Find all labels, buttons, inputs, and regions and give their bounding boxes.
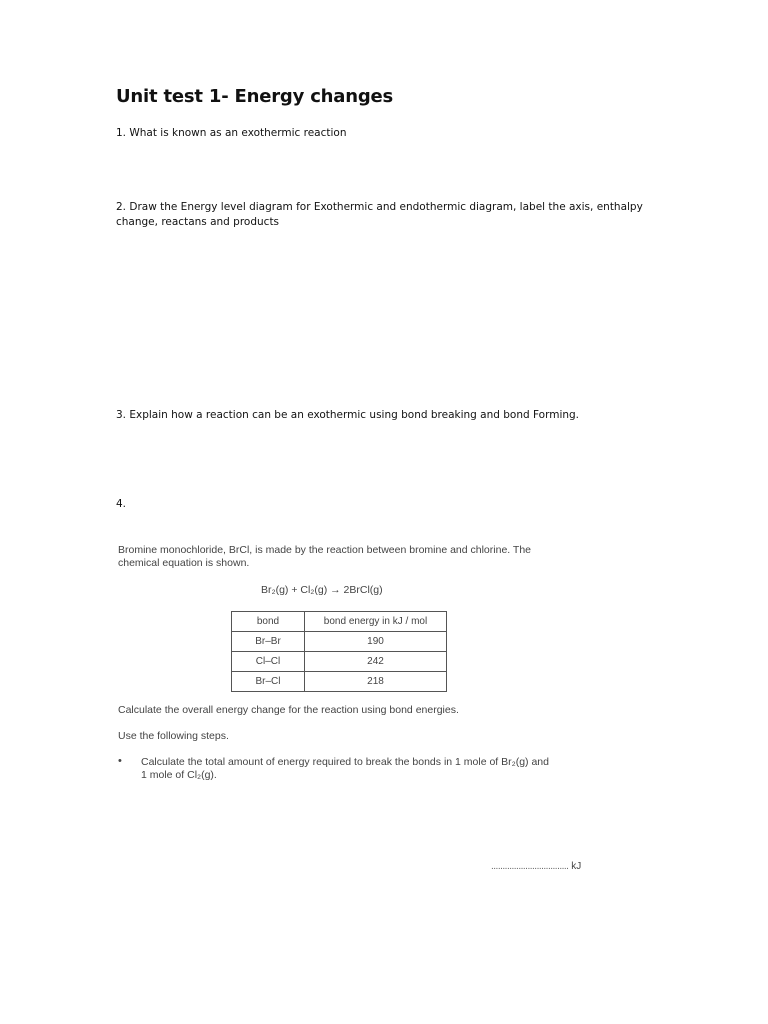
table-cell-bond: Cl–Cl [232, 652, 305, 672]
table-cell-energy: 242 [305, 652, 447, 672]
intro-line-1: Bromine monochloride, BrCl, is made by the reaction between bromine and chlorine. The [118, 544, 532, 556]
bullet-step-text [141, 756, 621, 782]
question-3: 3. Explain how a reaction can be an exothermic using bond breaking and bond Forming. [116, 409, 580, 421]
answer-unit: kJ [571, 861, 582, 872]
table-header-energy: bond energy in kJ / mol [305, 612, 447, 632]
question-1: 1. What is known as an exothermic reaction [116, 127, 347, 139]
table-cell-bond: Br–Br [232, 632, 305, 652]
table-header-row [232, 612, 447, 632]
table-cell-energy: 190 [305, 632, 447, 652]
intro-line-2: chemical equation is shown. [118, 557, 250, 569]
question-4-intro [118, 544, 618, 570]
chemical-equation: Br₂(g) + Cl₂(g) → 2BrCl(g) [261, 584, 383, 596]
calculate-instruction: Calculate the overall energy change for the reaction using bond energies. [118, 704, 459, 716]
table-row [232, 672, 447, 692]
answer-dots: .................................. [491, 861, 569, 872]
table-row [232, 652, 447, 672]
table-header-bond: bond [232, 612, 305, 632]
question-2: 2. Draw the Energy level diagram for Exothermic and endothermic diagram, label the axis, enthalpy change, reactans and products [116, 201, 643, 228]
table-row [232, 632, 447, 652]
bond-energy-table [231, 611, 447, 692]
table-cell-energy: 218 [305, 672, 447, 692]
bullet-point: • [118, 755, 122, 767]
question-4-number: 4. [116, 498, 127, 510]
bullet-line-2: 1 mole of Cl₂(g). [141, 769, 217, 781]
steps-instruction: Use the following steps. [118, 730, 229, 742]
answer-line [491, 860, 581, 873]
table-cell-bond: Br–Cl [232, 672, 305, 692]
page-title: Unit test 1- Energy changes [116, 86, 394, 107]
bullet-line-1: Calculate the total amount of energy required to break the bonds in 1 mole of Br₂(g) and [141, 756, 549, 768]
